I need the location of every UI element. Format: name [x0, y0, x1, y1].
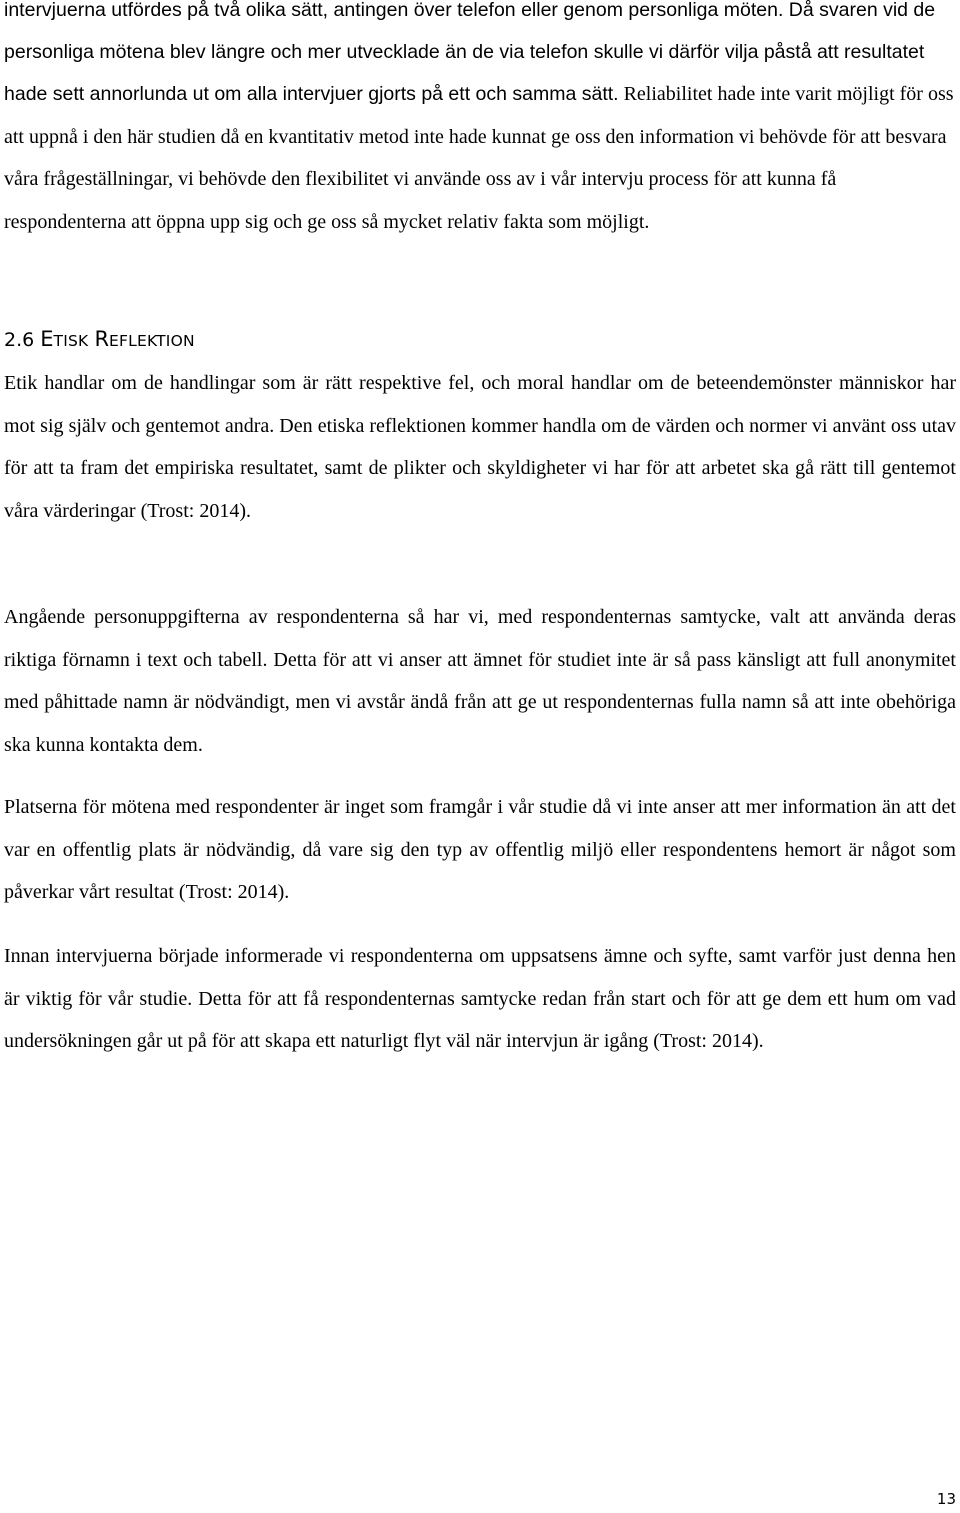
paragraph-interview-info: Innan intervjuerna började informerade vi respondenterna om uppsatsens ämne och syfte, samt varför just denna hen är viktig för vår studie. Detta för att få respondenternas samtycke redan från start och för att ge dem ett hum om vad undersökningen går ut på för att skapa ett naturligt flyt väl när intervjun är igång (Trost: 2014). [4, 945, 956, 1052]
paragraph-ethics: Etik handlar om de handlingar som är rätt respektive fel, och moral handlar om de beteendemönster människor har mot sig själv och gentemot andra. Den etiska reflektionen kommer handla om de värden och normer vi använt oss utav för att ta fram det empiriska resultatet, samt de plikter och skyldigheter vi har för att arbetet ska gå rätt till gentemot våra värderingar (Trost: 2014). [4, 372, 956, 522]
section-title-rest-1: TISK [53, 332, 89, 350]
section-title-initial-1: E [40, 327, 54, 351]
section-title-initial-2: R [94, 327, 110, 351]
intro-text-sans: intervjuerna utfördes på två olika sätt, antingen över telefon eller genom personliga möten. Då svaren vid de personliga mötena blev längre och mer utvecklade än de via telefon skulle vi därför vilja påstå att resultatet hade sett annorlunda ut om alla intervjuer gjorts på ett och samma sätt. [4, 0, 936, 105]
intro-text-serif: Reliabilitet hade inte varit möjligt för oss att uppnå i den här studien då en kvantitativ metod inte hade kunnat ge oss den information vi behövde för att besvara våra frågeställningar, vi behövde den flexibilitet vi använde oss av i vår intervju process för att kunna få respondenterna att öppna upp sig och ge oss så mycket relativ fakta som möjligt. [4, 83, 954, 233]
section-heading [4, 324, 195, 356]
page-number: 13 [936, 1490, 956, 1508]
section-number: 2.6 [4, 329, 35, 351]
paragraph-meeting-places: Platserna för mötena med respondenter är inget som framgår i vår studie då vi inte anser att mer information än att det var en offentlig plats är nödvändig, då vare sig den typ av offentlig miljö eller respondentens hemort är något som påverkar vårt resultat (Trost: 2014). [4, 796, 956, 903]
section-title-rest-2: EFLEKTION [109, 332, 195, 350]
intro-paragraph [4, 0, 956, 243]
paragraph-personal-data: Angående personuppgifterna av respondenterna så har vi, med respondenternas samtycke, valt att använda deras riktiga förnamn i text och tabell. Detta för att vi anser att ämnet för studiet inte är så pass känsligt att full anonymitet med påhittade namn är nödvändigt, men vi avstår ändå från att ge ut respondenternas fulla namn så att inte obehöriga ska kunna kontakta dem. [4, 606, 956, 756]
